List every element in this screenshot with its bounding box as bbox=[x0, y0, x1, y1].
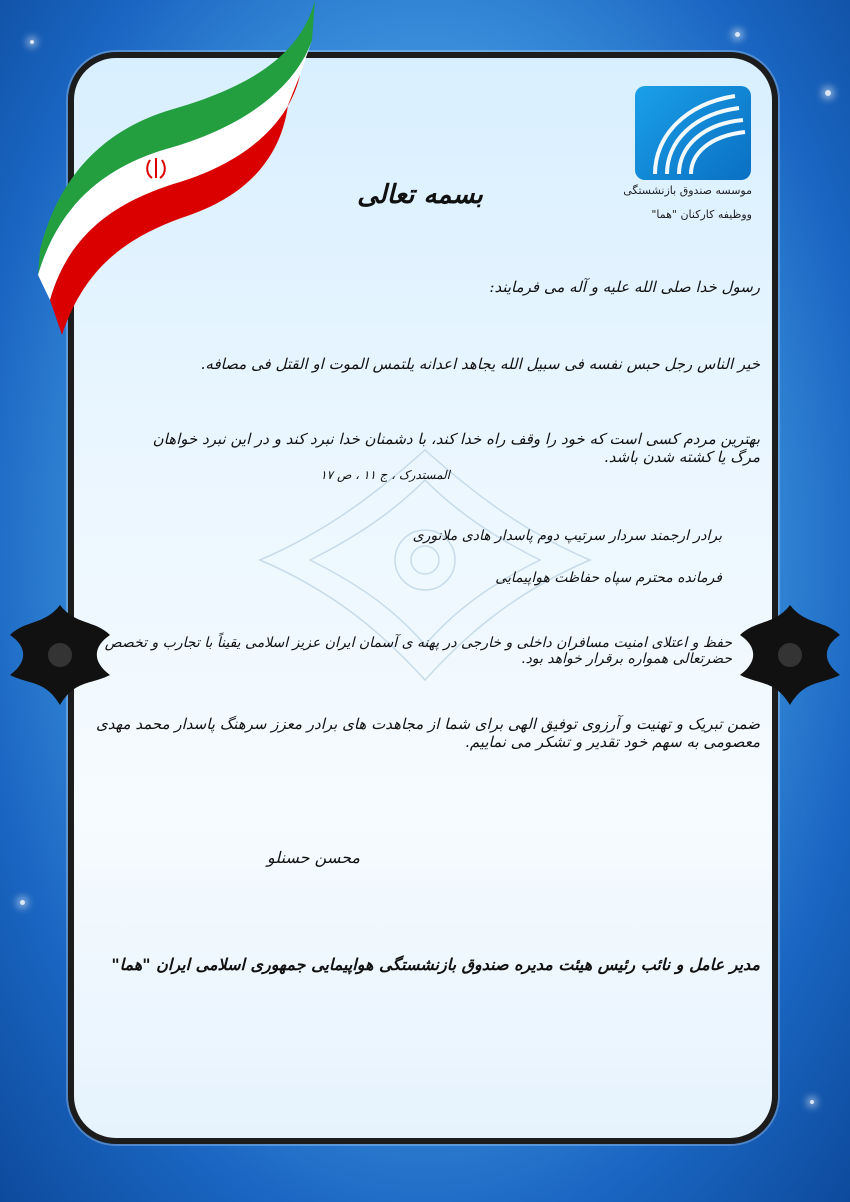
bismillah-heading: بسمه تعالی bbox=[357, 180, 483, 210]
hadith-source: المستدرک ، ج ۱۱ ، ص ۱۷ bbox=[320, 468, 450, 482]
intro-line: رسول خدا صلی الله علیه و آله می فرمایند: bbox=[489, 278, 760, 296]
addressee-line2: فرمانده محترم سپاه حفاظت هواپیمایی bbox=[495, 570, 722, 586]
homa-fund-logo bbox=[635, 86, 751, 180]
damask-ornament-right bbox=[730, 600, 850, 710]
sparkle bbox=[735, 32, 740, 37]
sparkle bbox=[20, 900, 25, 905]
signatory-name: محسن حسنلو bbox=[267, 848, 360, 867]
signatory-title: مدیر عامل و نائب رئیس هیئت مدیره صندوق بازنشستگی هواپیمایی جمهوری اسلامی ایران "هما" bbox=[111, 955, 760, 974]
org-name-line1: موسسه صندوق بازنشستگی bbox=[623, 184, 752, 197]
hadith-persian: بهترین مردم کسی است که خود را وقف راه خدا کند، با دشمنان خدا نبرد کند و در این نبرد خواهان مرگ یا کشته شدن باشد. bbox=[152, 430, 760, 466]
iran-flag-ribbon bbox=[0, 0, 330, 350]
paragraph-1: حفظ و اعتلای امنیت مسافران داخلی و خارجی در پهنه ی آسمان ایران عزیز اسلامی یقیناً با تجارب و تخصص حضرتعالی همواره برقرار خواهد بود. bbox=[104, 635, 732, 667]
sparkle bbox=[810, 1100, 814, 1104]
paragraph-2: ضمن تبریک و تهنیت و آرزوی توفیق الهی برای شما از مجاهدت های برادر معزز سرهنگ پاسدار محمد مهدی معصومی به سهم خود تقدیر و تشکر می نماییم. bbox=[96, 715, 760, 751]
org-name-line2: ووظیفه کارکنان "هما" bbox=[651, 208, 752, 221]
hadith-arabic: خیر الناس رجل حبس نفسه فی سبیل الله یجاهد اعدانه یلتمس الموت او القتل فی مصافه. bbox=[200, 355, 760, 373]
sparkle bbox=[825, 90, 831, 96]
addressee-line1: برادر ارجمند سردار سرتیپ دوم پاسدار هادی ملانوری bbox=[412, 528, 722, 544]
